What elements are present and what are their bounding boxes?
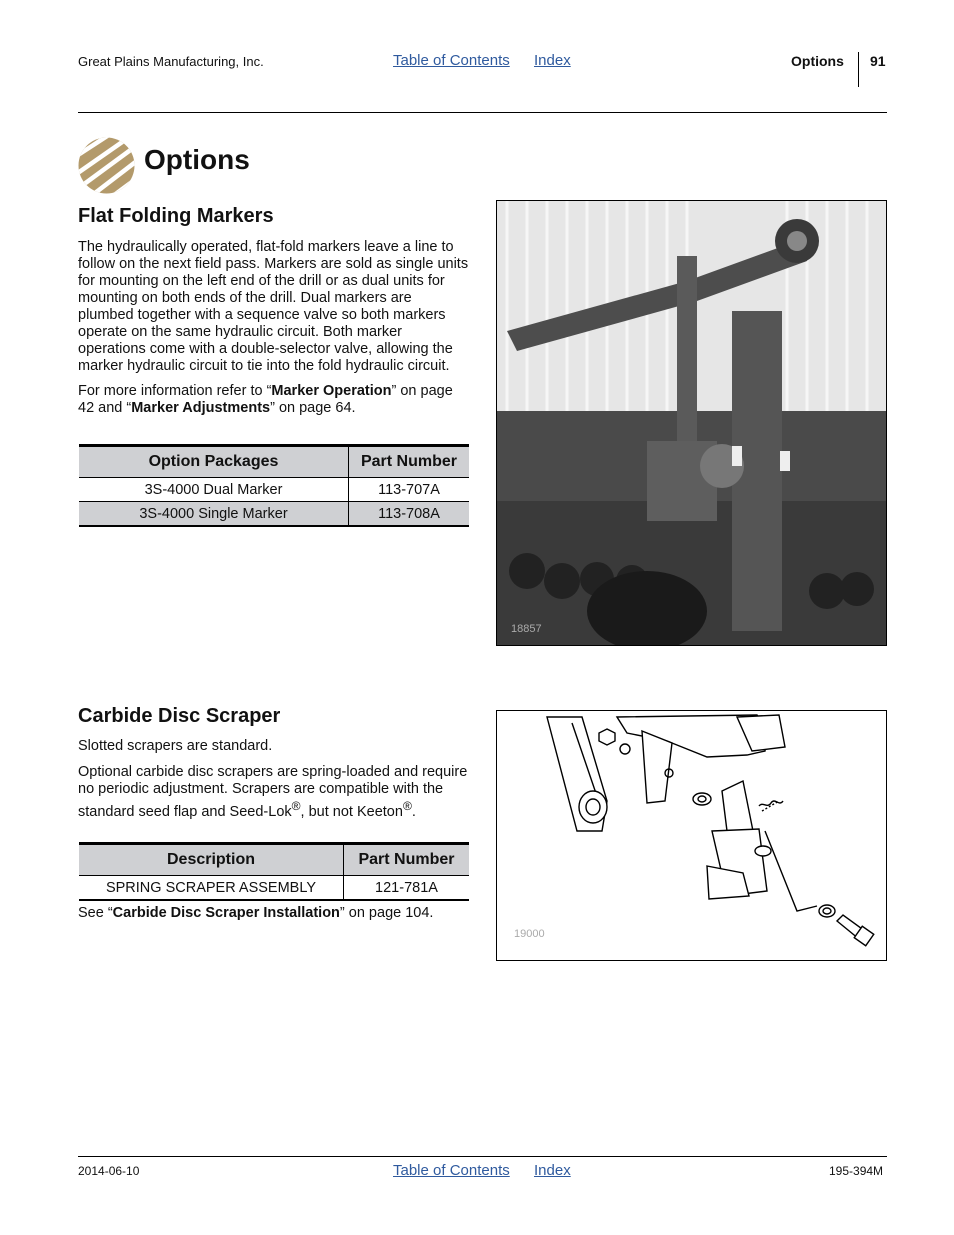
- flat-folding-body: [78, 239, 470, 417]
- scraper-diagram: [496, 710, 887, 961]
- header-rule: [78, 112, 887, 113]
- table-cell: SPRING SCRAPER ASSEMBLY: [79, 876, 344, 901]
- table-cell: 3S-4000 Dual Marker: [79, 478, 349, 502]
- flat-folding-para: The hydraulically operated, flat-fold markers leave a line to follow on the next field pass. Markers are sold as single units for mounting on the left end of the drill or as dual units for mounting on both ends of the drill. Dual markers are plumbed together with a sequence valve so both markers operate on the same hydraulic circuit. Both marker operations come with a double-selector valve, allowing the marker hydraulic circuit to tie into the fold hydraulic circuit.: [78, 239, 469, 374]
- carbide-scraper-heading: Carbide Disc Scraper: [78, 705, 281, 727]
- table-row: [79, 478, 469, 502]
- installation-reference: See “Carbide Disc Scraper Installation” on page 104.: [78, 905, 434, 921]
- column-header: Description: [79, 844, 344, 876]
- option-packages-table: [79, 444, 469, 527]
- carbide-para-2: Optional carbide disc scrapers are spring-loaded and require no periodic adjustment. Scrapers are compatible with the standard seed flap and Seed-Lok®, but not Keeton®.: [78, 764, 468, 820]
- table-row: [79, 502, 469, 527]
- table-header-row: [79, 844, 469, 876]
- table-cell: 113-707A: [349, 478, 470, 502]
- index-link-footer[interactable]: Index: [534, 1162, 571, 1179]
- table-row: [79, 876, 469, 901]
- scraper-exploded-diagram: [497, 711, 886, 960]
- index-link-header[interactable]: Index: [534, 52, 571, 69]
- flat-folding-reference: For more information refer to “Marker Operation” on page 42 and “Marker Adjustments” on page 64.: [78, 383, 453, 416]
- marker-adjustments-link[interactable]: Marker Adjustments: [131, 400, 271, 416]
- marker-photo: [496, 200, 887, 646]
- document-number: 195-394M: [829, 1164, 884, 1178]
- page-title: Options: [144, 144, 250, 175]
- company-logo-icon: [78, 137, 135, 194]
- scraper-parts-table: [79, 842, 469, 901]
- column-header: Part Number: [349, 446, 470, 478]
- footer-date: 2014-06-10: [78, 1164, 140, 1178]
- toc-link-header[interactable]: Table of Contents: [393, 52, 510, 69]
- figure-id: 19000: [514, 928, 545, 940]
- carbide-scraper-body: [78, 738, 470, 821]
- table-cell: 121-781A: [344, 876, 470, 901]
- header-divider: [858, 52, 859, 87]
- marker-operation-link[interactable]: Marker Operation: [271, 383, 392, 399]
- company-name: Great Plains Manufacturing, Inc.: [78, 54, 264, 69]
- page-number: 91: [870, 53, 886, 69]
- marker-photo-illustration: [497, 201, 886, 645]
- section-label: Options: [791, 53, 844, 69]
- column-header: Part Number: [344, 844, 470, 876]
- flat-folding-heading: Flat Folding Markers: [78, 205, 274, 227]
- table-header-row: [79, 446, 469, 478]
- table-cell: 113-708A: [349, 502, 470, 527]
- carbide-para-1: Slotted scrapers are standard.: [78, 738, 273, 754]
- toc-link-footer[interactable]: Table of Contents: [393, 1162, 510, 1179]
- scraper-installation-link[interactable]: Carbide Disc Scraper Installation: [112, 905, 340, 921]
- column-header: Option Packages: [79, 446, 349, 478]
- table-cell: 3S-4000 Single Marker: [79, 502, 349, 527]
- footer-rule: [78, 1156, 887, 1157]
- figure-id: 18857: [511, 623, 542, 635]
